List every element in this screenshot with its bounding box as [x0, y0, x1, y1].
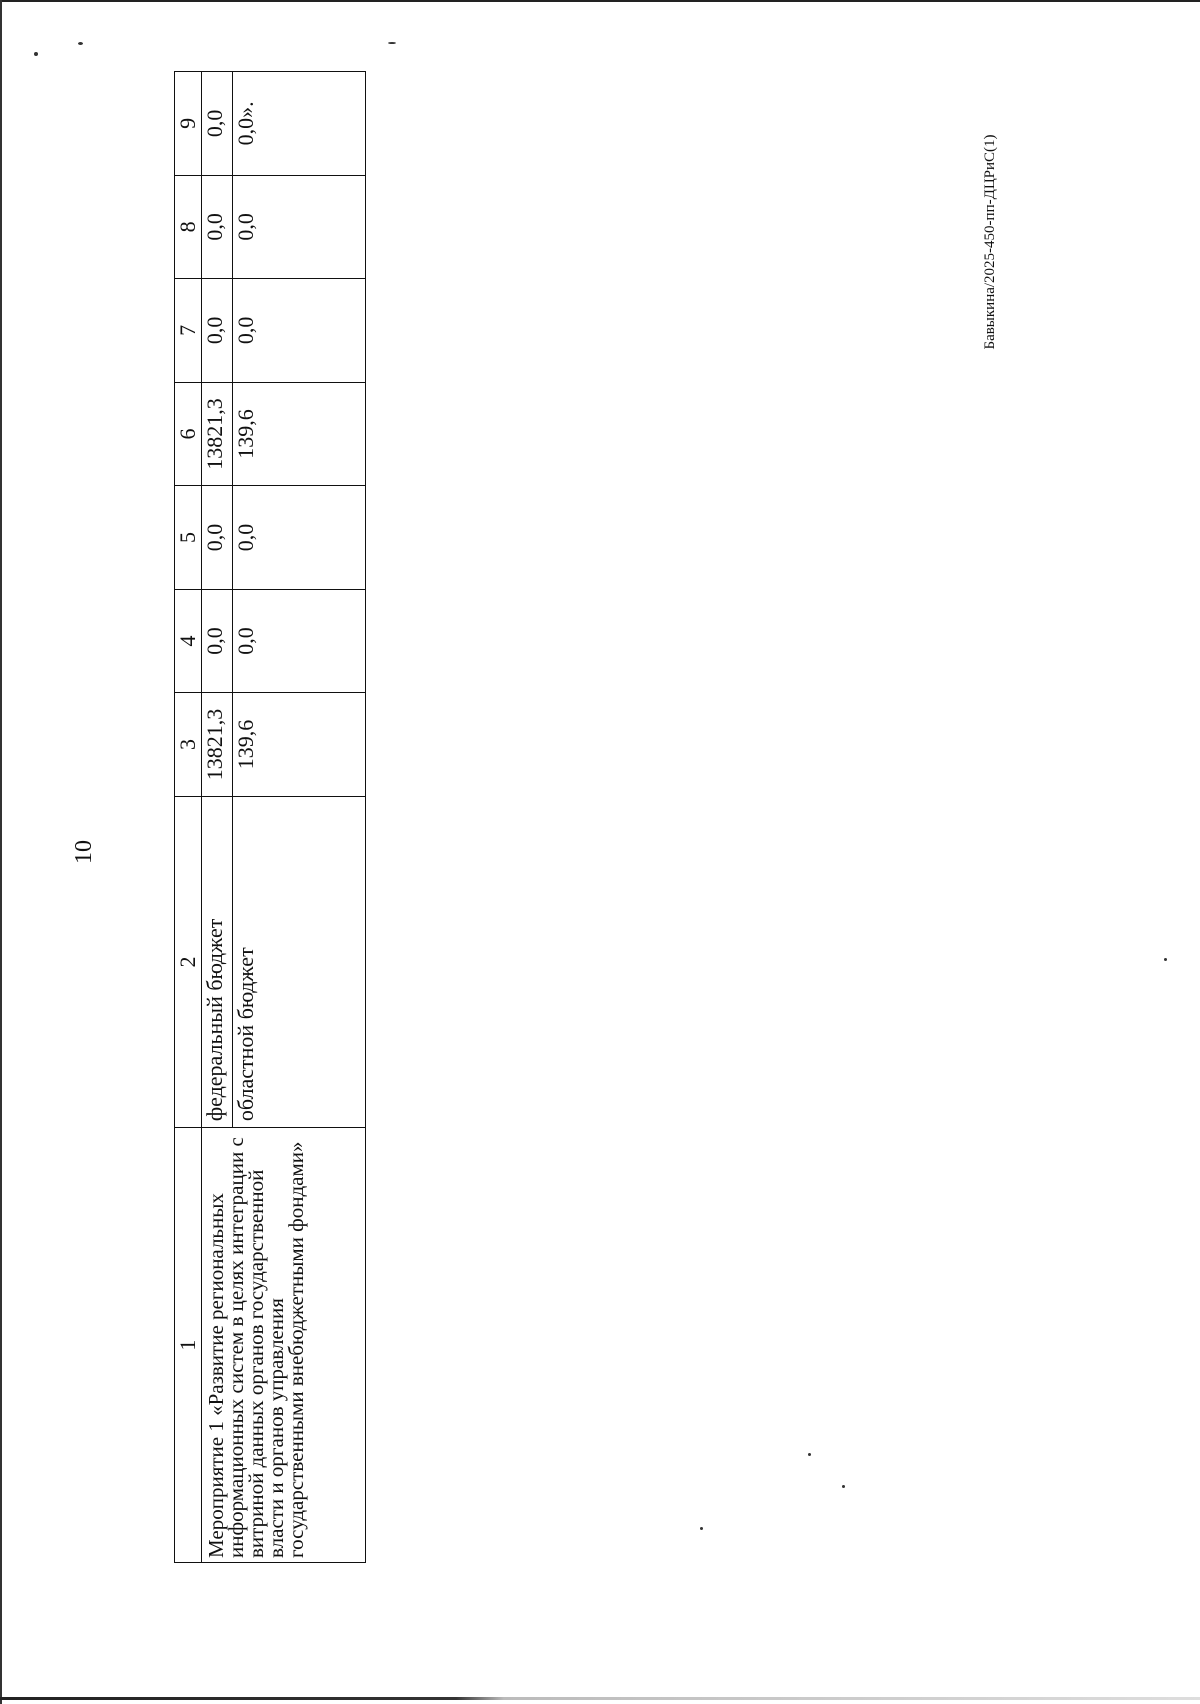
table-cell: 13821,3: [202, 693, 233, 797]
scan-speck: [34, 52, 38, 56]
scan-edge-top: [0, 0, 1200, 2]
table-cell: 0,0: [233, 589, 366, 693]
budget-table-rotated: [174, 71, 374, 1563]
table-cell: 0,0: [233, 486, 366, 590]
scan-speck: [700, 1527, 703, 1530]
table-cell: 0,0: [202, 589, 233, 693]
table-cell: 0,0: [233, 175, 366, 279]
budget-table: [174, 71, 366, 1563]
scan-speck: [78, 42, 83, 45]
column-number: 5: [175, 486, 202, 590]
table-header-row: [175, 72, 202, 1563]
table-cell: 0,0: [202, 175, 233, 279]
table-row: [202, 72, 233, 1563]
scan-speck: [1164, 958, 1167, 961]
measure-description: Мероприятие 1 «Развитие региональных информационных систем в целях интеграции с витриной данных органов государственной власти и органов управления государственными внебюджетными фондами»: [202, 1128, 366, 1563]
table-cell: 0,0: [202, 279, 233, 383]
scan-edge-left: [0, 0, 2, 1704]
column-number: 1: [175, 1128, 202, 1563]
table-cell: 0,0: [202, 72, 233, 176]
column-number: 9: [175, 72, 202, 176]
table-cell: 0,0: [233, 279, 366, 383]
table-cell: 139,6: [233, 382, 366, 486]
table-cell: 139,6: [233, 693, 366, 797]
funding-source: областной бюджет: [233, 796, 366, 1127]
scan-speck: [808, 1453, 811, 1456]
funding-source: федеральный бюджет: [202, 796, 233, 1127]
column-number: 6: [175, 382, 202, 486]
scan-speck: [388, 42, 396, 44]
scan-speck: [842, 1485, 845, 1488]
footer-document-code: Бавыкина/2025-450-пп-ДЦРиС(1): [982, 134, 998, 350]
column-number: 2: [175, 796, 202, 1127]
scan-edge-bottom: [0, 1697, 1200, 1700]
page-number: 10: [71, 840, 97, 864]
table-cell: 13821,3: [202, 382, 233, 486]
column-number: 4: [175, 589, 202, 693]
column-number: 3: [175, 693, 202, 797]
table-cell: 0,0: [202, 486, 233, 590]
column-number: 7: [175, 279, 202, 383]
column-number: 8: [175, 175, 202, 279]
table-cell: 0,0».: [233, 72, 366, 176]
